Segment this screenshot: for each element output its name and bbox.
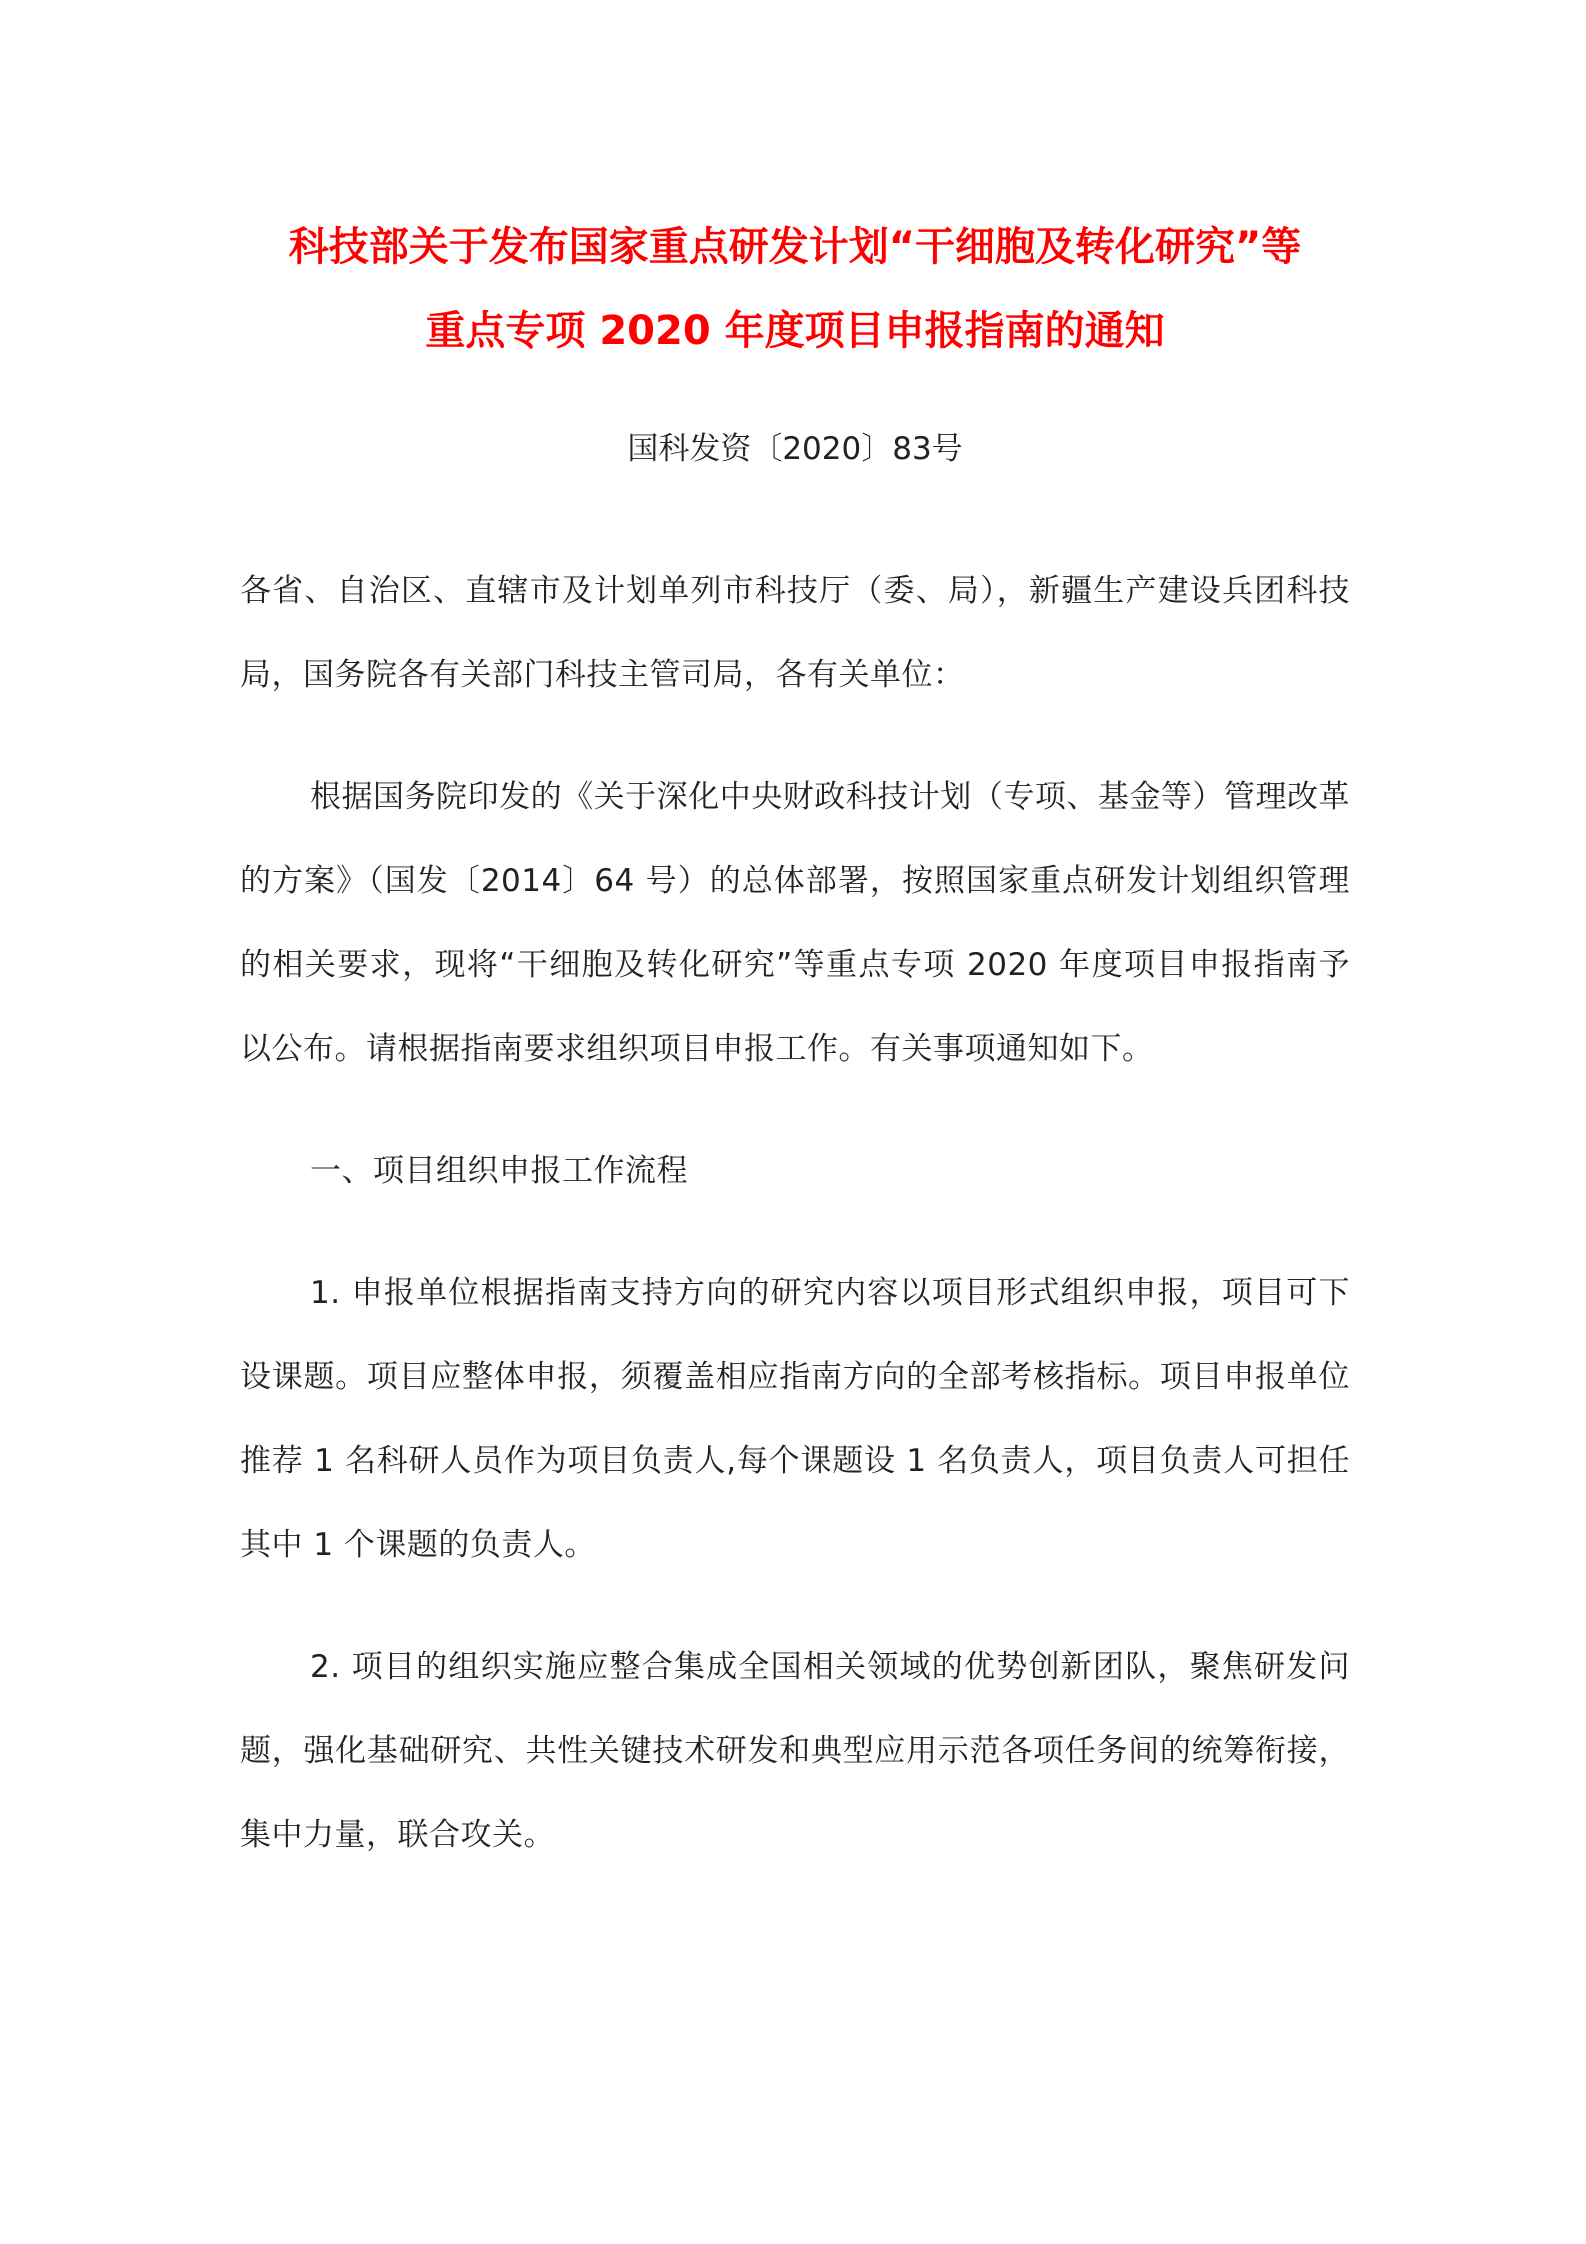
document-title-line-1: 科技部关于发布国家重点研发计划“干细胞及转化研究”等 — [288, 224, 1302, 270]
document-content — [240, 205, 1350, 1877]
document-title-line-2: 重点专项 2020 年度项目申报指南的通知 — [425, 308, 1165, 354]
body-paragraph-intro: 根据国务院印发的《关于深化中央财政科技计划（专项、基金等）管理改革的方案》（国发〔2014〕64 号）的总体部署，按照国家重点研发计划组织管理的相关要求，现将“干细胞及转化研究”等重点专项 2020 年度项目申报指南予以公布。请根据指南要求组织项目申报工作。有关事项通知如下。 — [240, 779, 1350, 1067]
body-paragraph-item-1: 1. 申报单位根据指南支持方向的研究内容以项目形式组织申报，项目可下设课题。项目应整体申报，须覆盖相应指南方向的全部考核指标。项目申报单位推荐 1 名科研人员作为项目负责人,每个课题设 1 名负责人，项目负责人可担任其中 1 个课题的负责人。 — [240, 1275, 1350, 1563]
section-heading-1: 一、项目组织申报工作流程 — [310, 1153, 688, 1189]
document-number: 国科发资〔2020〕83号 — [627, 431, 963, 467]
body-paragraph-item-2: 2. 项目的组织实施应整合集成全国相关领域的优势创新团队，聚焦研发问题，强化基础研究、共性关键技术研发和典型应用示范各项任务间的统筹衔接，集中力量，联合攻关。 — [240, 1649, 1350, 1853]
document-title — [240, 205, 1350, 373]
addressee: 各省、自治区、直辖市及计划单列市科技厅（委、局），新疆生产建设兵团科技局，国务院各有关部门科技主管司局，各有关单位： — [240, 573, 1350, 693]
